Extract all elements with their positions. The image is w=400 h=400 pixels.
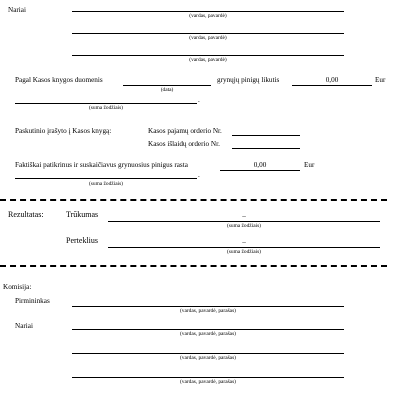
- chair-caption: (vardas, pavardė, parašas): [180, 308, 236, 314]
- member-caption-2: (vardas, pavardė): [189, 35, 227, 41]
- income-order-label: Kasos pajamų orderio Nr.: [148, 127, 222, 135]
- commission-member-line-1: [72, 329, 344, 330]
- separator-1: [0, 199, 387, 201]
- member-line-1: [72, 11, 344, 12]
- commission-member-line-2: [72, 353, 344, 354]
- balance-lead: Pagal Kasos knygos duomenis: [15, 76, 103, 84]
- member-line-2: [72, 33, 344, 34]
- balance-date-caption: (data): [160, 87, 174, 93]
- actual-currency: Eur: [304, 161, 315, 169]
- members-label-top: Nariai: [8, 6, 26, 14]
- actual-amount-line: [220, 170, 300, 171]
- member-caption-3: (vardas, pavardė): [189, 57, 227, 63]
- shortage-line: [108, 221, 380, 222]
- balance-mid-text: grynųjų pinigų likutis: [217, 76, 280, 84]
- income-order-line: [232, 135, 300, 136]
- actual-amount: 0,00: [253, 161, 267, 169]
- balance-amount: 0,00: [325, 76, 339, 84]
- actual-words-caption: (suma žodžiais): [89, 181, 123, 187]
- commission-member-line-3: [72, 377, 344, 378]
- expense-order-label: Kasos išlaidų orderio Nr.: [148, 140, 220, 148]
- balance-words-caption: (suma žodžiais): [89, 105, 123, 111]
- expense-order-line: [232, 148, 300, 149]
- chair-line: [72, 306, 344, 307]
- shortage-value: –: [242, 212, 246, 220]
- member-caption-1: (vardas, pavardė): [189, 13, 227, 19]
- actual-words-line: [15, 178, 197, 179]
- separator-2: [0, 265, 387, 267]
- commission-member-caption-1: (vardas, pavardė, parašas): [180, 331, 236, 337]
- balance-words-line: [15, 103, 197, 104]
- surplus-caption: (suma žodžiais): [227, 249, 261, 255]
- surplus-line: [108, 247, 380, 248]
- last-entry-label: Paskutinio įrašyto į Kasos knygą:: [15, 127, 112, 135]
- actual-lead: Faktiškai patikrinus ir suskaičiavus grynuosius pinigus rasta: [15, 161, 188, 169]
- balance-currency: Eur: [375, 76, 386, 84]
- shortage-label: Trūkumas: [66, 210, 99, 219]
- commission-member-caption-2: (vardas, pavardė, parašas): [180, 355, 236, 361]
- balance-trail: .: [198, 96, 200, 104]
- member-line-3: [72, 55, 344, 56]
- result-label: Rezultatas:: [8, 210, 44, 219]
- chair-label: Pirmininkas: [15, 297, 50, 305]
- actual-trail: .: [198, 171, 200, 179]
- balance-amount-line: [292, 85, 372, 86]
- balance-date-line: [123, 85, 211, 86]
- surplus-label: Perteklius: [66, 236, 98, 245]
- surplus-value: –: [242, 238, 246, 246]
- commission-member-caption-3: (vardas, pavardė, parašas): [180, 379, 236, 385]
- shortage-caption: (suma žodžiais): [227, 223, 261, 229]
- members-label-bottom: Nariai: [15, 322, 33, 330]
- commission-label: Komisija:: [3, 283, 32, 291]
